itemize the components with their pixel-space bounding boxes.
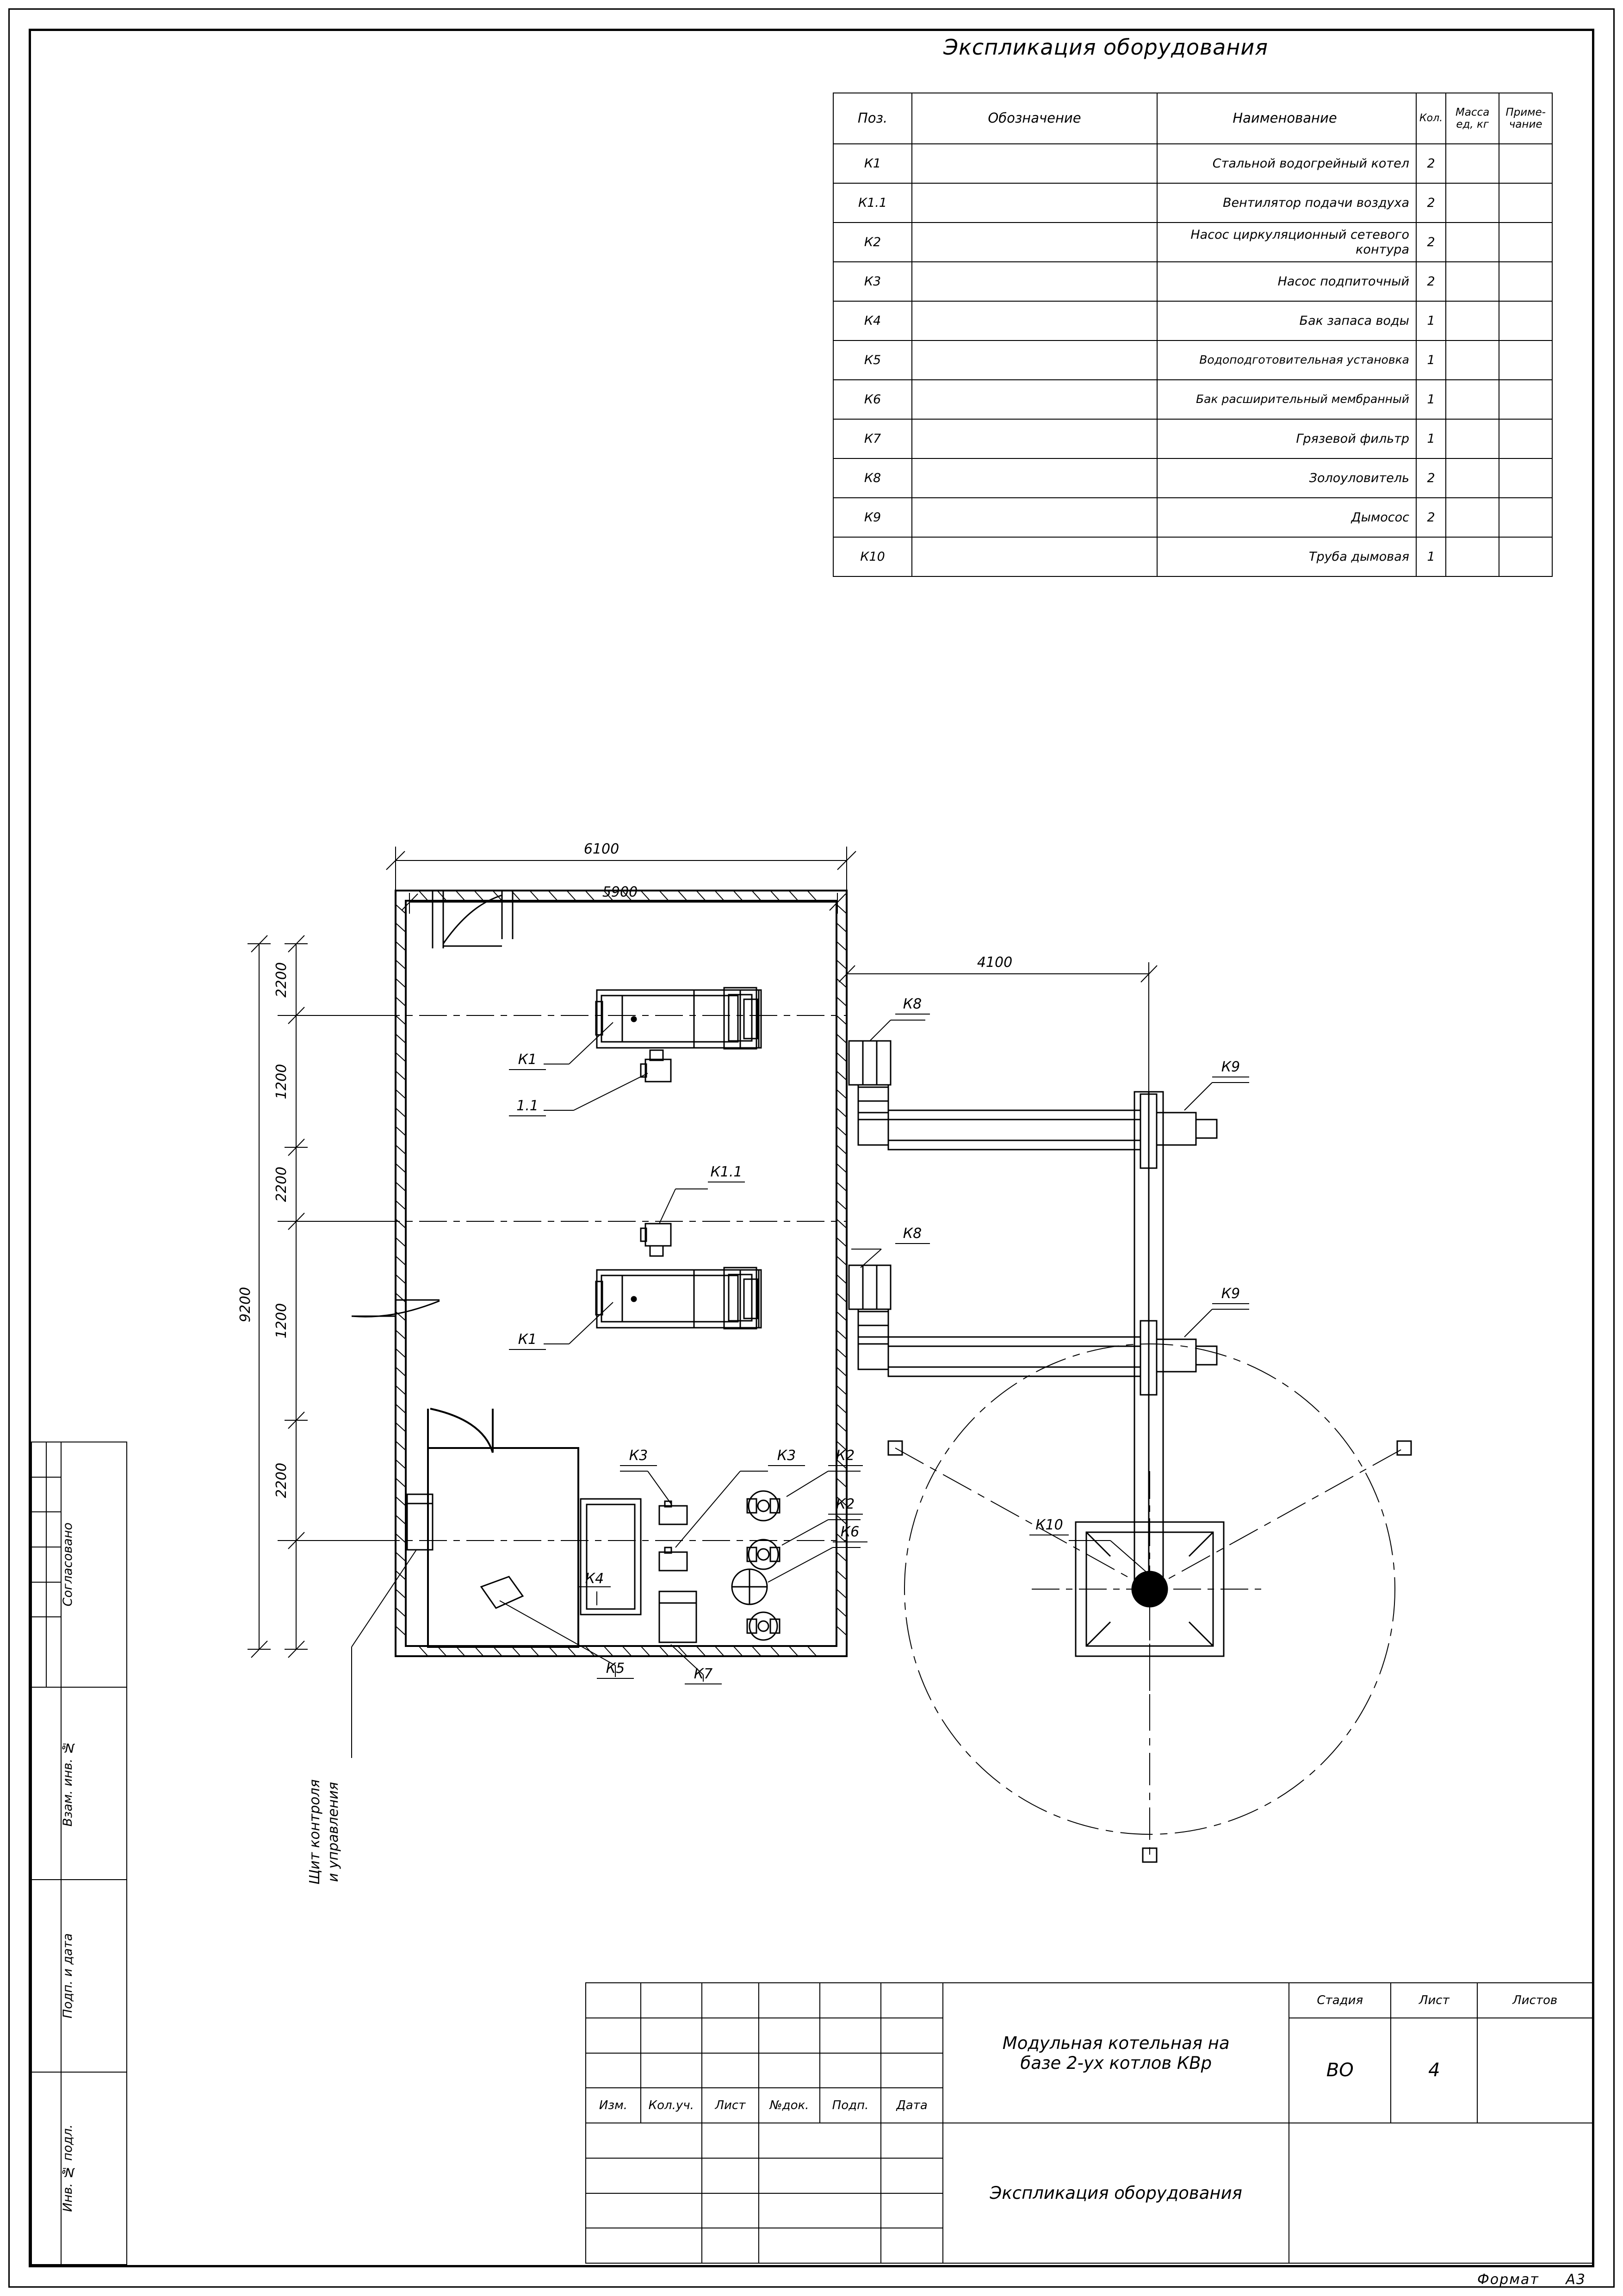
signature-cell (759, 2123, 881, 2158)
rev-cell (820, 2018, 881, 2053)
signature-cell (759, 2158, 881, 2193)
cell-qty: 2 (1416, 144, 1446, 183)
cell-poz: К3 (833, 262, 912, 301)
cell-note (1499, 380, 1552, 419)
rev-cell (641, 2053, 702, 2088)
cell-poz: К5 (833, 340, 912, 380)
cell-qty: 2 (1416, 183, 1446, 223)
cell-mass (1446, 498, 1499, 537)
table-row (833, 458, 1552, 498)
vstamp-cell (46, 1442, 61, 1477)
header-name: Наименование (1157, 93, 1416, 144)
sheets-value (1477, 2018, 1592, 2123)
signature-cell (702, 2193, 759, 2228)
vstamp-label-cell (61, 1880, 127, 2072)
signature-cell (881, 2228, 943, 2263)
signature-cell (586, 2123, 702, 2158)
format-line (1477, 2271, 1586, 2288)
cell-mass (1446, 380, 1499, 419)
signature-cell (702, 2158, 759, 2193)
vstamp-cell (46, 1582, 61, 1617)
vstamp-label-cell (61, 2072, 127, 2265)
stamp-blank-cell (1289, 2123, 1592, 2263)
table-row (833, 262, 1552, 301)
cell-note (1499, 340, 1552, 380)
header-designation: Обозначение (912, 93, 1157, 144)
cell-note (1499, 498, 1552, 537)
rev-cell (759, 1983, 820, 2018)
sheets-header: Листов (1477, 1983, 1592, 2018)
cell-name: Бак запаса воды (1157, 301, 1416, 340)
signature-cell (881, 2158, 943, 2193)
cell-designation (912, 340, 1157, 380)
rev-cell (820, 2053, 881, 2088)
cell-name: Труба дымовая (1157, 537, 1416, 576)
vstamp-cell (31, 1687, 61, 1880)
signature-cell (702, 2228, 759, 2263)
callout-k3-a: К3 (629, 1448, 648, 1464)
dim-top-outer: 6100 (583, 841, 619, 857)
rev-cell (586, 2053, 641, 2088)
vstamp-cell (31, 1880, 61, 2072)
cell-poz: К4 (833, 301, 912, 340)
vstamp-label-inv: Инв. № подл. (61, 2124, 75, 2212)
cell-qty: 2 (1416, 262, 1446, 301)
cell-name: Бак расширительный мембранный (1157, 380, 1416, 419)
rev-header-list: Лист (702, 2088, 759, 2123)
spec-title: Экспликация оборудования (943, 35, 1268, 60)
table-header-row (833, 93, 1552, 144)
vstamp-label-podp: Подп. и дата (61, 1933, 75, 2018)
rev-cell (641, 2018, 702, 2053)
cell-name: Насос циркуляционный сетевого контура (1157, 223, 1416, 262)
signature-cell (759, 2228, 881, 2263)
control-panel-label-line2: и управления (325, 1782, 341, 1882)
cell-name: Золоуловитель (1157, 458, 1416, 498)
rev-cell (702, 1983, 759, 2018)
cell-poz: К6 (833, 380, 912, 419)
cell-qty: 2 (1416, 498, 1446, 537)
sheet-value: 4 (1391, 2018, 1477, 2123)
stage-header: Стадия (1289, 1983, 1391, 2018)
cell-poz: К1.1 (833, 183, 912, 223)
cell-note (1499, 183, 1552, 223)
table-row (833, 223, 1552, 262)
rev-cell (641, 1983, 702, 2018)
callout-k5: К5 (606, 1660, 625, 1677)
left-vertical-stamp (31, 1442, 127, 2265)
cell-mass (1446, 340, 1499, 380)
cell-name: Вентилятор подачи воздуха (1157, 183, 1416, 223)
cell-mass (1446, 144, 1499, 183)
header-mass: Масса ед, кг (1446, 93, 1499, 144)
cell-poz: К9 (833, 498, 912, 537)
cell-note (1499, 262, 1552, 301)
cell-mass (1446, 537, 1499, 576)
rev-header-data: Дата (881, 2088, 943, 2123)
cell-poz: К2 (833, 223, 912, 262)
vstamp-cell (46, 1617, 61, 1687)
rev-cell (820, 1983, 881, 2018)
table-row (833, 340, 1552, 380)
dim-right-span: 4100 (977, 954, 1013, 971)
vstamp-cell (46, 1512, 61, 1547)
rev-header-ndok: №док. (759, 2088, 820, 2123)
cell-name: Грязевой фильтр (1157, 419, 1416, 458)
dim-seg-3: 2200 (273, 1166, 290, 1202)
cell-mass (1446, 458, 1499, 498)
callout-k2-a: К2 (836, 1448, 855, 1464)
callout-k8-bottom: К8 (903, 1225, 922, 1242)
rev-header-izm: Изм. (586, 2088, 641, 2123)
callout-k2-b: К2 (836, 1496, 855, 1512)
callout-k1-top: К1 (518, 1052, 537, 1068)
cell-designation (912, 301, 1157, 340)
callout-k9-top: К9 (1221, 1059, 1240, 1075)
format-label: Формат (1477, 2271, 1539, 2288)
signature-cell (881, 2123, 943, 2158)
callout-k11: К1.1 (710, 1164, 743, 1180)
cell-name: Насос подпиточный (1157, 262, 1416, 301)
cell-qty: 1 (1416, 301, 1446, 340)
header-note: Приме- чание (1499, 93, 1552, 144)
dim-left-total: 9200 (237, 1287, 254, 1323)
table-row (833, 498, 1552, 537)
vstamp-cell (31, 1512, 46, 1547)
callout-k8-top: К8 (903, 996, 922, 1012)
dim-seg-5: 2200 (273, 1462, 290, 1498)
dim-top-inner: 5900 (602, 884, 638, 900)
vstamp-cell (31, 1582, 46, 1617)
cell-mass (1446, 262, 1499, 301)
rev-cell (586, 1983, 641, 2018)
cell-designation (912, 380, 1157, 419)
cell-designation (912, 262, 1157, 301)
callout-k6: К6 (840, 1524, 860, 1540)
cell-designation (912, 419, 1157, 458)
rev-cell (759, 2053, 820, 2088)
callout-k10: К10 (1035, 1517, 1063, 1533)
frame-corner-chamfer (29, 29, 149, 149)
cell-poz: К10 (833, 537, 912, 576)
cell-mass (1446, 419, 1499, 458)
object-name-cell (943, 1983, 1289, 2123)
cell-name: Стальной водогрейный котел (1157, 144, 1416, 183)
cell-qty: 1 (1416, 380, 1446, 419)
vstamp-cell (31, 1547, 46, 1582)
cell-note (1499, 223, 1552, 262)
dim-seg-4: 1200 (273, 1303, 290, 1339)
cell-designation (912, 144, 1157, 183)
vstamp-label-soglasovano: Согласовано (61, 1522, 75, 1607)
cell-note (1499, 458, 1552, 498)
cell-mass (1446, 301, 1499, 340)
cell-note (1499, 419, 1552, 458)
cell-designation (912, 183, 1157, 223)
cell-qty: 1 (1416, 340, 1446, 380)
cell-qty: 1 (1416, 419, 1446, 458)
stage-value: ВО (1289, 2018, 1391, 2123)
vstamp-cell (46, 1477, 61, 1512)
callout-k9-bottom: К9 (1221, 1286, 1240, 1302)
cell-note (1499, 537, 1552, 576)
object-name-line1: Модульная котельная на (1002, 2033, 1230, 2053)
rev-cell (881, 1983, 943, 2018)
rev-header-koluch: Кол.уч. (641, 2088, 702, 2123)
table-row (833, 183, 1552, 223)
signature-cell (881, 2193, 943, 2228)
control-panel-label-line1: Щит контроля (307, 1779, 323, 1885)
rev-cell (702, 2018, 759, 2053)
cell-name: Водоподготовительная установка (1157, 340, 1416, 380)
rev-cell (881, 2053, 943, 2088)
callout-k7: К7 (694, 1666, 713, 1682)
table-row (833, 144, 1552, 183)
rev-cell (702, 2053, 759, 2088)
header-qty: Кол. (1416, 93, 1446, 144)
vstamp-cell (31, 2072, 61, 2265)
callout-k1-bottom: К1 (518, 1331, 537, 1348)
signature-cell (586, 2158, 702, 2193)
header-poz: Поз. (833, 93, 912, 144)
cell-qty: 2 (1416, 223, 1446, 262)
dim-seg-2: 1200 (273, 1064, 290, 1100)
rev-cell (586, 2018, 641, 2053)
equipment-specification-table (833, 93, 1553, 577)
cell-note (1499, 144, 1552, 183)
signature-cell (586, 2228, 702, 2263)
vstamp-label-vzam: Взам. инв. № (61, 1740, 75, 1826)
cell-mass (1446, 223, 1499, 262)
vstamp-label-cell (61, 1442, 127, 1687)
rev-cell (881, 2018, 943, 2053)
signature-cell (759, 2193, 881, 2228)
cell-designation (912, 458, 1157, 498)
cell-poz: К8 (833, 458, 912, 498)
title-block (585, 1982, 1593, 2264)
rev-cell (759, 2018, 820, 2053)
document-title: Экспликация оборудования (943, 2123, 1289, 2263)
rev-header-podp: Подп. (820, 2088, 881, 2123)
cell-designation (912, 223, 1157, 262)
callout-k3-b: К3 (777, 1448, 796, 1464)
table-row (833, 537, 1552, 576)
dim-seg-1: 2200 (273, 962, 290, 998)
cell-name: Дымосос (1157, 498, 1416, 537)
table-row (833, 380, 1552, 419)
vstamp-cell (31, 1442, 46, 1477)
cell-poz: К7 (833, 419, 912, 458)
cell-designation (912, 498, 1157, 537)
vstamp-cell (31, 1617, 46, 1687)
signature-cell (586, 2193, 702, 2228)
vstamp-cell (31, 1477, 46, 1512)
cell-poz: К1 (833, 144, 912, 183)
cell-note (1499, 301, 1552, 340)
table-row (833, 301, 1552, 340)
object-name-line2: базе 2-ух котлов КВр (1020, 2053, 1212, 2073)
sheet-header: Лист (1391, 1983, 1477, 2018)
table-row (833, 419, 1552, 458)
cell-mass (1446, 183, 1499, 223)
callout-k11-note: 1.1 (516, 1098, 539, 1114)
callout-k4: К4 (585, 1571, 604, 1587)
vstamp-cell (46, 1547, 61, 1582)
cell-designation (912, 537, 1157, 576)
cell-qty: 1 (1416, 537, 1446, 576)
cell-qty: 2 (1416, 458, 1446, 498)
signature-cell (702, 2123, 759, 2158)
format-value: А3 (1566, 2271, 1586, 2288)
vstamp-label-cell (61, 1687, 127, 1880)
